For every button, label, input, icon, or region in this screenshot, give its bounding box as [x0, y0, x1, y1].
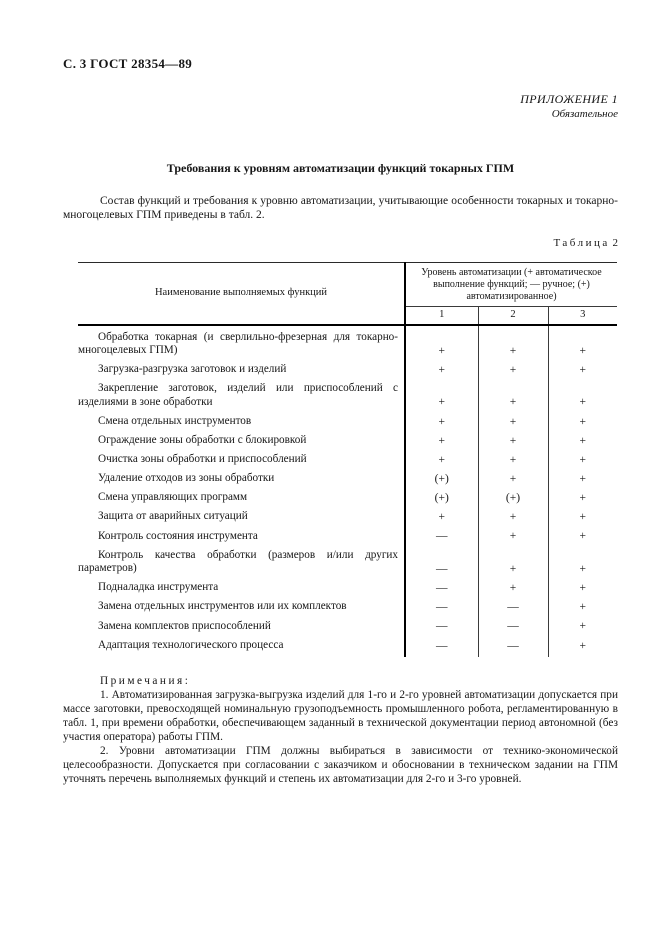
- function-name: Удаление отходов из зоны обработки: [98, 472, 275, 485]
- automation-level-value: —: [478, 596, 548, 615]
- automation-level-value: +: [548, 596, 617, 615]
- function-name: Замена отдельных инструментов или их комплектов: [98, 600, 347, 613]
- automation-level-value: +: [548, 525, 617, 544]
- automation-level-value: +: [548, 359, 617, 378]
- automation-level-value: +: [548, 410, 617, 429]
- automation-level-value: —: [405, 634, 478, 657]
- automation-level-value: +: [548, 449, 617, 468]
- automation-level-value: +: [548, 430, 617, 449]
- notes-section: [63, 674, 618, 786]
- table-row: [78, 634, 617, 657]
- function-name-cell: [78, 449, 405, 468]
- column-header-function-name: Наименование выполняемых функций: [78, 263, 405, 326]
- automation-level-value: +: [548, 544, 617, 577]
- notes-label: Примечания:: [100, 675, 191, 688]
- table-row: [78, 378, 617, 411]
- function-name-cell: [78, 410, 405, 429]
- table-row: [78, 506, 617, 525]
- automation-level-value: +: [478, 468, 548, 487]
- automation-level-value: +: [478, 506, 548, 525]
- function-name: Очистка зоны обработки и приспособлений: [98, 453, 307, 466]
- automation-level-value: (+): [478, 487, 548, 506]
- function-name: Контроль состояния инструмента: [98, 529, 258, 542]
- automation-level-value: +: [405, 449, 478, 468]
- appendix-title: ПРИЛОЖЕНИЕ 1: [520, 92, 618, 106]
- appendix-subtitle: Обязательное: [551, 108, 618, 120]
- table-row: [78, 525, 617, 544]
- automation-level-value: +: [548, 487, 617, 506]
- table-row: [78, 359, 617, 378]
- automation-level-value: +: [405, 378, 478, 411]
- function-name-cell: [78, 487, 405, 506]
- table-row: [78, 544, 617, 577]
- function-name-cell: [78, 634, 405, 657]
- automation-level-value: +: [405, 359, 478, 378]
- automation-level-value: +: [548, 468, 617, 487]
- function-name-cell: [78, 596, 405, 615]
- function-name: Обработка токарная (и сверлильно-фрезерная для токарно-многоцелевых ГПМ): [78, 330, 398, 357]
- function-name: Контроль качества обработки (размеров и/или других параметров): [78, 548, 398, 575]
- function-name-cell: [78, 325, 405, 359]
- functions-table: [78, 262, 617, 657]
- automation-level-value: +: [478, 410, 548, 429]
- automation-level-value: +: [405, 325, 478, 359]
- level-column-2: 2: [478, 307, 548, 326]
- automation-level-value: +: [478, 430, 548, 449]
- automation-level-value: +: [478, 525, 548, 544]
- automation-level-value: +: [548, 378, 617, 411]
- automation-level-value: +: [405, 506, 478, 525]
- function-name-cell: [78, 359, 405, 378]
- function-name-cell: [78, 525, 405, 544]
- table-header-row: [78, 263, 617, 307]
- note-item: 2. Уровни автоматизации ГПМ должны выбираться в зависимости от технико-экономической целесообразности. Допускается при согласовании с заказчиком и обосновании в техническом задании на ГПМ уточнять перечень выполняемых функций и степень их автоматизации для 2-го и 3-го уровней.: [63, 745, 618, 786]
- automation-level-value: (+): [405, 487, 478, 506]
- function-name-cell: [78, 544, 405, 577]
- automation-level-value: +: [478, 325, 548, 359]
- function-name: Адаптация технологического процесса: [98, 638, 284, 651]
- automation-level-value: +: [548, 325, 617, 359]
- automation-level-value: +: [548, 506, 617, 525]
- table-row: [78, 577, 617, 596]
- appendix-block: [63, 92, 618, 120]
- function-name-cell: [78, 615, 405, 634]
- automation-level-value: +: [405, 410, 478, 429]
- automation-level-value: +: [478, 449, 548, 468]
- automation-level-value: +: [548, 634, 617, 657]
- function-name: Ограждение зоны обработки с блокировкой: [98, 434, 307, 447]
- table-caption-word: Таблица: [553, 237, 610, 249]
- table-row: [78, 615, 617, 634]
- table-row: [78, 410, 617, 429]
- function-name-cell: [78, 430, 405, 449]
- table-row: [78, 596, 617, 615]
- function-name-cell: [78, 378, 405, 411]
- table-caption-number: 2: [612, 237, 618, 249]
- automation-level-value: —: [405, 544, 478, 577]
- function-name: Смена управляющих программ: [98, 491, 248, 504]
- document-title: Требования к уровням автоматизации функций токарных ГПМ: [166, 161, 515, 175]
- automation-level-value: —: [405, 596, 478, 615]
- function-name: Защита от аварийных ситуаций: [98, 510, 248, 523]
- automation-level-value: —: [478, 615, 548, 634]
- table-row: [78, 430, 617, 449]
- note-item: 1. Автоматизированная загрузка-выгрузка изделий для 1-го и 2-го уровней автоматизации допускается при массе заготовки, превосходящей номинальную грузоподъемность промышленного робота, регламентированную в табл. 1, при времени обработки, обеспечивающем заданный в технической документации период автономной (без участия оператора) работы ГПМ.: [63, 689, 618, 744]
- automation-level-value: +: [478, 577, 548, 596]
- function-name: Замена комплектов приспособлений: [98, 619, 271, 632]
- automation-level-value: —: [405, 577, 478, 596]
- function-name-cell: [78, 506, 405, 525]
- page-header: С. 3 ГОСТ 28354—89: [63, 56, 193, 71]
- table-caption: [63, 237, 618, 249]
- automation-level-value: —: [405, 615, 478, 634]
- automation-level-value: +: [548, 577, 617, 596]
- automation-level-value: +: [478, 359, 548, 378]
- function-name-cell: [78, 577, 405, 596]
- table-row: [78, 449, 617, 468]
- table-row: [78, 468, 617, 487]
- automation-level-value: +: [478, 378, 548, 411]
- function-name: Подналадка инструмента: [98, 581, 219, 594]
- table-row: [78, 487, 617, 506]
- automation-level-value: (+): [405, 468, 478, 487]
- function-name: Загрузка-разгрузка заготовок и изделий: [98, 363, 287, 376]
- level-column-3: 3: [548, 307, 617, 326]
- function-name: Закрепление заготовок, изделий или приспособлений с изделиями в зоне обработки: [78, 382, 398, 408]
- column-header-automation-level: Уровень автоматизации (+ автоматическое выполнение функций; — ручное; (+) автоматизированное): [405, 263, 617, 307]
- function-name: Смена отдельных инструментов: [98, 414, 252, 427]
- table-body: [78, 325, 617, 657]
- function-name-cell: [78, 468, 405, 487]
- intro-paragraph: Состав функций и требования к уровню автоматизации, учитывающие особенности токарных и токарно-многоцелевых ГПМ приведены в табл. 2.: [63, 195, 618, 221]
- automation-level-value: —: [405, 525, 478, 544]
- automation-level-value: +: [405, 430, 478, 449]
- table-row: [78, 325, 617, 359]
- level-column-1: 1: [405, 307, 478, 326]
- automation-level-value: +: [548, 615, 617, 634]
- automation-level-value: +: [478, 544, 548, 577]
- automation-level-value: —: [478, 634, 548, 657]
